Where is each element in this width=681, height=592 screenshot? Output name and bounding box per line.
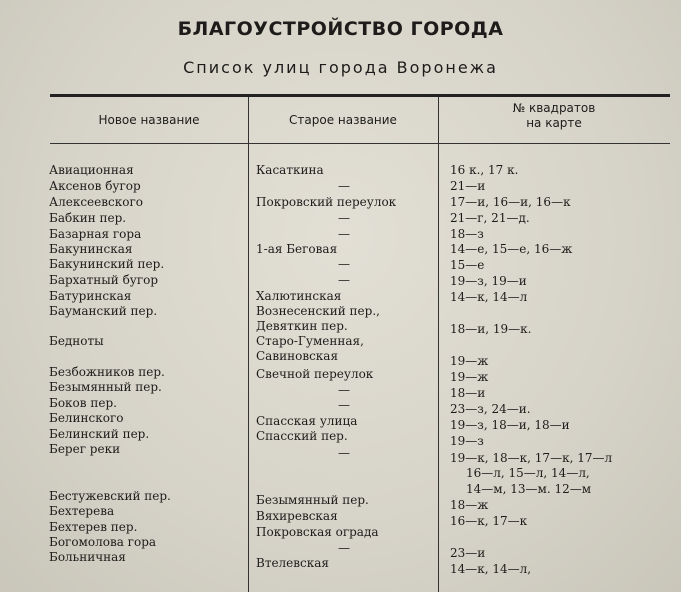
table-top-rule: [50, 94, 670, 97]
old-name-cell: 1-ая Беговая: [256, 242, 338, 256]
new-name-cell: Берег реки: [49, 442, 121, 456]
squares-cell: 19—к, 18—к, 17—к, 17—л: [450, 451, 613, 465]
new-name-cell: Авиационная: [49, 163, 134, 177]
squares-cell: 14—е, 15—е, 16—ж: [450, 242, 573, 256]
new-name-cell: Базарная гора: [49, 227, 142, 241]
old-name-cell: —: [338, 446, 350, 460]
squares-cell: 21—г, 21—д.: [450, 211, 530, 225]
new-name-cell: Бакунинский пер.: [49, 257, 165, 271]
column-divider-2: [438, 97, 439, 592]
new-name-cell: Бакунинская: [49, 242, 133, 256]
old-name-cell: —: [338, 398, 350, 412]
squares-cell: 16—к, 17—к: [450, 514, 528, 528]
old-name-cell: Покровский переулок: [256, 195, 397, 209]
old-name-cell: Покровская ограда: [256, 525, 379, 539]
squares-cell: 21—и: [450, 179, 486, 193]
new-name-cell: Бехтерева: [49, 504, 115, 518]
new-name-cell: Батуринская: [49, 289, 132, 303]
squares-cell: 17—и, 16—и, 16—к: [450, 195, 571, 209]
old-name-cell: Савиновская: [256, 349, 339, 363]
old-name-cell: —: [338, 273, 350, 287]
new-name-cell: Больничная: [49, 550, 126, 564]
new-name-cell: Бестужевский пер.: [49, 489, 171, 503]
column-header-squares: [438, 101, 670, 131]
squares-cell: 18—и, 19—к.: [450, 322, 532, 336]
old-name-cell: Вяхиревская: [256, 509, 338, 523]
squares-cell: 14—м, 13—м. 12—м: [466, 482, 592, 496]
new-name-cell: Белинский пер.: [49, 427, 150, 441]
old-name-cell: —: [338, 541, 350, 555]
squares-cell: 19—з, 19—и: [450, 274, 527, 288]
column-header-old-name: Старое название: [289, 113, 397, 127]
squares-cell: 16 к., 17 к.: [450, 163, 519, 177]
new-name-cell: Бауманский пер.: [49, 304, 158, 318]
new-name-cell: Бабкин пер.: [49, 211, 127, 225]
squares-cell: 19—ж: [450, 370, 489, 384]
squares-cell: 19—з, 18—и, 18—и: [450, 418, 570, 432]
old-name-cell: Спасская улица: [256, 414, 358, 428]
squares-cell: 18—и: [450, 386, 486, 400]
column-header-squares-line: на карте: [526, 116, 582, 130]
old-name-cell: Спасский пер.: [256, 429, 348, 443]
old-name-cell: Касаткина: [256, 163, 324, 177]
column-header-new-name: Новое название: [98, 113, 200, 127]
new-name-cell: Боков пер.: [49, 396, 117, 410]
new-name-cell: Бархатный бугор: [49, 273, 159, 287]
old-name-cell: —: [338, 211, 350, 225]
squares-cell: 16—л, 15—л, 14—л,: [466, 466, 590, 480]
new-name-cell: Белинского: [49, 411, 124, 425]
new-name-cell: Безымянный пер.: [49, 380, 162, 394]
list-title: Список улиц города Воронежа: [183, 58, 498, 77]
squares-cell: 18—ж: [450, 498, 489, 512]
new-name-cell: Бедноты: [49, 334, 104, 348]
squares-cell: 14—к, 14—л,: [450, 562, 532, 576]
new-name-cell: Алексеевского: [49, 195, 143, 209]
new-name-cell: Безбожников пер.: [49, 365, 165, 379]
table-header-rule: [50, 143, 670, 144]
page-heading: БЛАГОУСТРОЙСТВО ГОРОДА: [177, 18, 504, 40]
old-name-cell: Свечной переулок: [256, 367, 374, 381]
new-name-cell: Бехтерев пер.: [49, 520, 138, 534]
old-name-cell: —: [338, 227, 350, 241]
new-name-cell: Аксенов бугор: [49, 179, 141, 193]
squares-cell: 15—е: [450, 258, 485, 272]
squares-cell: 18—з: [450, 227, 484, 241]
column-header-squares-line: № квадратов: [512, 101, 596, 115]
squares-cell: 23—з, 24—и.: [450, 402, 531, 416]
squares-cell: 19—ж: [450, 354, 489, 368]
old-name-cell: —: [338, 257, 350, 271]
squares-cell: 14—к, 14—л: [450, 290, 528, 304]
column-divider-1: [248, 97, 249, 592]
old-name-cell: Старо-Гуменная,: [256, 334, 364, 348]
old-name-cell: Халютинская: [256, 289, 342, 303]
old-name-cell: Безымянный пер.: [256, 493, 369, 507]
old-name-cell: Втелевская: [256, 556, 329, 570]
old-name-cell: Вознесенский пер.,: [256, 304, 380, 318]
squares-cell: 19—з: [450, 434, 484, 448]
squares-cell: 23—и: [450, 546, 486, 560]
old-name-cell: —: [338, 383, 350, 397]
old-name-cell: Девяткин пер.: [256, 319, 348, 333]
new-name-cell: Богомолова гора: [49, 535, 157, 549]
old-name-cell: —: [338, 179, 350, 193]
